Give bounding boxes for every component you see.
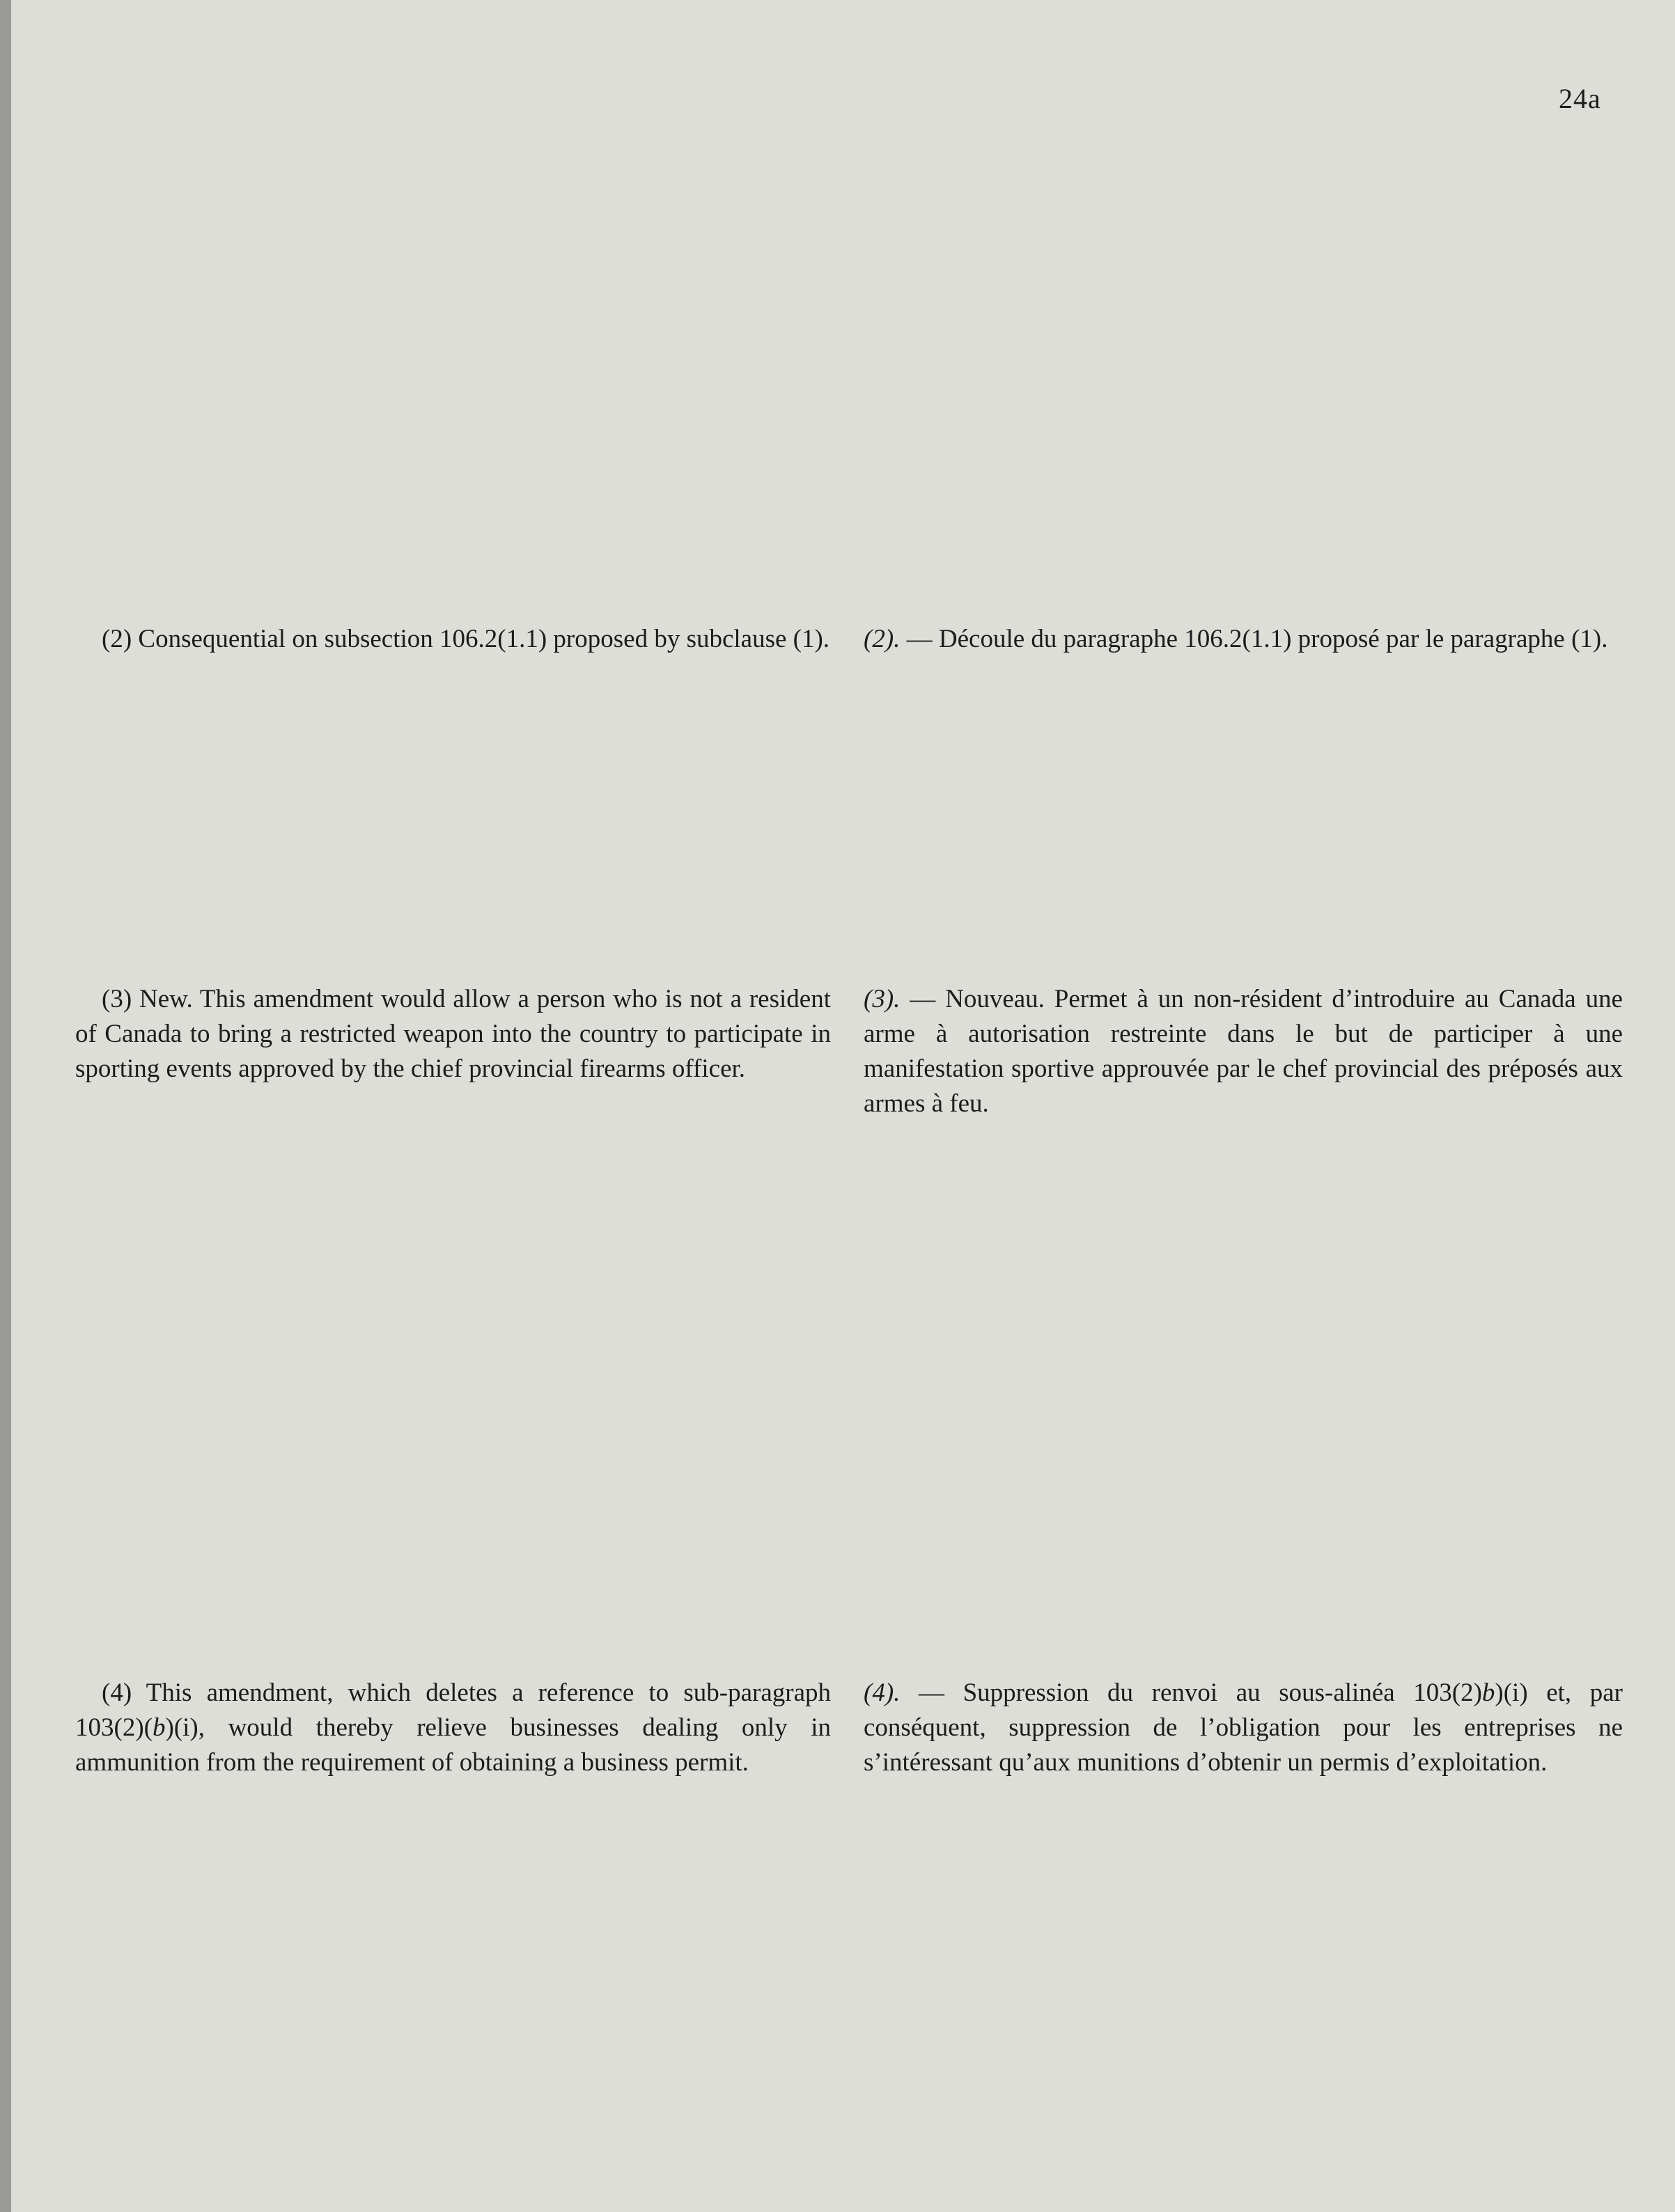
- note-2-french-ref: (2).: [864, 625, 901, 653]
- page-number: 24a: [1559, 83, 1601, 114]
- note-4-french-italic: b: [1481, 1679, 1495, 1707]
- note-2-english-text: (2) Consequential on subsection 106.2(1.1) proposed by subclause (1).: [102, 625, 830, 653]
- note-3-french-ref: (3).: [864, 985, 901, 1013]
- note-4-french-text-after: )(i) et, par conséquent, suppression de l’obligation pour les entreprises ne s’intéressant qu’aux munitions d’obtenir un permis d’exploitation.: [864, 1679, 1623, 1777]
- note-4-english-text-after: )(i), would thereby relieve businesses dealing only in ammunition from the requirement of obtaining a business permit.: [75, 1713, 831, 1777]
- note-2-english: [75, 622, 831, 657]
- note-4-english: [75, 1676, 831, 1780]
- note-2-french-text: — Découle du paragraphe 106.2(1.1) proposé par le paragraphe (1).: [900, 625, 1608, 653]
- note-4-french: [864, 1676, 1623, 1780]
- note-3-english: [75, 982, 831, 1086]
- note-3-french: [864, 982, 1623, 1121]
- note-4-french-ref: (4).: [864, 1679, 901, 1707]
- note-2-french: [864, 622, 1623, 657]
- note-4-french-text-before: — Suppression du renvoi au sous-alinéa 103(2): [900, 1679, 1482, 1707]
- note-4-english-italic: b: [152, 1713, 166, 1742]
- note-4-english-text-before: (4) This amendment, which deletes a reference to sub-paragraph 103(2)(: [75, 1679, 831, 1742]
- note-3-french-text: — Nouveau. Permet à un non-résident d’introduire au Canada une arme à autorisation restreinte dans le but de participer à une manifestation sportive approuvée par le chef provincial des préposés aux armes à feu.: [864, 985, 1623, 1118]
- note-3-english-text: (3) New. This amendment would allow a person who is not a resident of Canada to bring a restricted weapon into the country to participate in sporting events approved by the chief provincial firearms officer.: [75, 985, 831, 1083]
